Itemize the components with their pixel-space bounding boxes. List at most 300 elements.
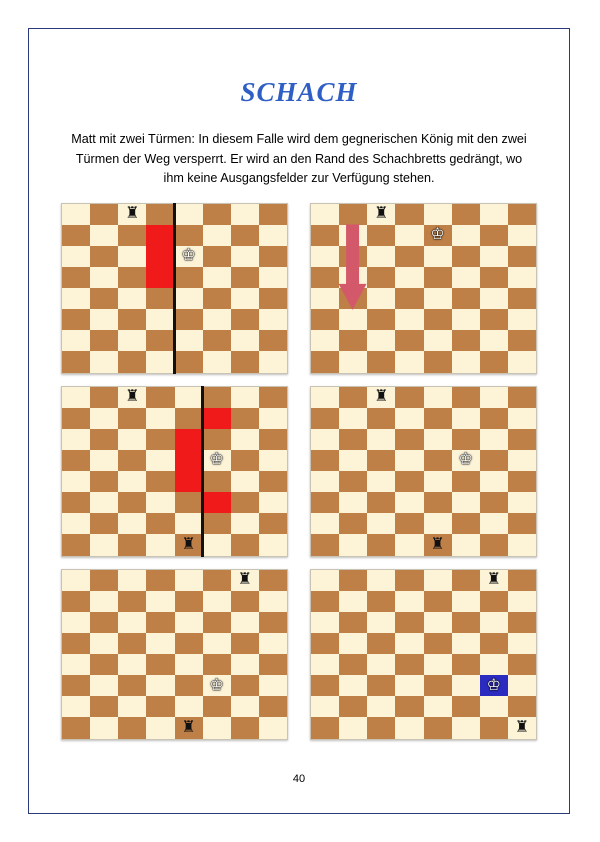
- board-square: [452, 330, 480, 351]
- board-square: [452, 387, 480, 408]
- board-square: [311, 408, 339, 429]
- board-square: [231, 246, 259, 267]
- board-square: [339, 591, 367, 612]
- board-square: [311, 492, 339, 513]
- board-square: [480, 717, 508, 738]
- board-square: [62, 408, 90, 429]
- board-square: [259, 675, 287, 696]
- board-square: [175, 633, 203, 654]
- board-square: [90, 633, 118, 654]
- board-square: [508, 492, 536, 513]
- board-square: [339, 429, 367, 450]
- rook-black: ♜: [125, 388, 140, 406]
- board-square: [118, 612, 146, 633]
- board-square: [424, 204, 452, 225]
- board-square: [480, 204, 508, 225]
- board-square: [90, 387, 118, 408]
- board-square: [90, 246, 118, 267]
- board-square: [424, 696, 452, 717]
- board-square: [175, 351, 203, 372]
- board-square: [508, 471, 536, 492]
- board-square: [90, 204, 118, 225]
- board-square: [259, 534, 287, 555]
- board-square: [203, 450, 231, 471]
- board-square: [367, 675, 395, 696]
- board-square: [90, 534, 118, 555]
- board-square: [175, 288, 203, 309]
- board-square: [367, 351, 395, 372]
- board-square: [395, 591, 423, 612]
- board-square: [118, 471, 146, 492]
- board-square: [367, 717, 395, 738]
- board-square: [62, 591, 90, 612]
- board-square: [339, 492, 367, 513]
- board-square: [203, 633, 231, 654]
- board-square: [231, 351, 259, 372]
- board-square: [339, 288, 367, 309]
- board-square: [480, 696, 508, 717]
- board-square: [367, 534, 395, 555]
- board-square: [146, 309, 174, 330]
- board-square: [452, 450, 480, 471]
- board-square: [259, 591, 287, 612]
- board-square: [146, 534, 174, 555]
- board-square: [424, 267, 452, 288]
- rook-black: ♜: [374, 388, 389, 406]
- board-square: [90, 450, 118, 471]
- rook-black: ♜: [181, 718, 196, 736]
- board-square: [175, 675, 203, 696]
- board-6: [310, 569, 537, 740]
- board-square: [480, 675, 508, 696]
- board-square: [62, 225, 90, 246]
- board-square: [175, 696, 203, 717]
- board-square: [480, 450, 508, 471]
- board-square: [452, 717, 480, 738]
- board-square: [424, 513, 452, 534]
- board-square: [339, 675, 367, 696]
- rook-black: ♜: [430, 535, 445, 553]
- board-square: [146, 675, 174, 696]
- page-number: 40: [292, 773, 306, 785]
- board-square: [175, 387, 203, 408]
- board-square: [203, 330, 231, 351]
- board-square: [203, 351, 231, 372]
- board-square: [508, 387, 536, 408]
- board-square: [395, 492, 423, 513]
- board-square: [146, 612, 174, 633]
- rook-black: ♜: [374, 205, 389, 223]
- board-square: [452, 513, 480, 534]
- board-square: [118, 267, 146, 288]
- board-square: [339, 570, 367, 591]
- board-square: [62, 492, 90, 513]
- board-square: [424, 654, 452, 675]
- board-square: [231, 570, 259, 591]
- board-square: [339, 330, 367, 351]
- board-square: [231, 309, 259, 330]
- board-square: [480, 351, 508, 372]
- board-square: [424, 534, 452, 555]
- board-square: [146, 591, 174, 612]
- board-square: [339, 246, 367, 267]
- board-square: [62, 204, 90, 225]
- board-square: [367, 309, 395, 330]
- board-square: [452, 351, 480, 372]
- board-square: [175, 513, 203, 534]
- board-square: [480, 591, 508, 612]
- board-square: [62, 267, 90, 288]
- board-square: [118, 225, 146, 246]
- board-square: [311, 675, 339, 696]
- board-square: [203, 429, 231, 450]
- board-square: [146, 387, 174, 408]
- board-square: [452, 471, 480, 492]
- board-square: [259, 351, 287, 372]
- board-square: [118, 351, 146, 372]
- board-square: [259, 225, 287, 246]
- board-square: [203, 492, 231, 513]
- board-square: [146, 717, 174, 738]
- board-square: [367, 612, 395, 633]
- board-square: [452, 267, 480, 288]
- board-square: [508, 513, 536, 534]
- board-square: [62, 534, 90, 555]
- board-square: [339, 450, 367, 471]
- board-square: [452, 570, 480, 591]
- board-square: [146, 696, 174, 717]
- board-square: [367, 471, 395, 492]
- board-square: [259, 267, 287, 288]
- board-square: [424, 351, 452, 372]
- board-square: [231, 408, 259, 429]
- board-square: [395, 534, 423, 555]
- board-square: [146, 492, 174, 513]
- board-square: [367, 225, 395, 246]
- board-square: [311, 429, 339, 450]
- board-square: [203, 696, 231, 717]
- board-square: [203, 246, 231, 267]
- board-square: [118, 309, 146, 330]
- board-square: [395, 330, 423, 351]
- king-white: ♔: [486, 676, 501, 694]
- board-square: [367, 654, 395, 675]
- board-square: [424, 246, 452, 267]
- board-square: [508, 612, 536, 633]
- board-square: [339, 408, 367, 429]
- board-square: [395, 633, 423, 654]
- board-square: [311, 309, 339, 330]
- board-square: [424, 387, 452, 408]
- board-square: [231, 450, 259, 471]
- board-square: [311, 387, 339, 408]
- chess-diagram: [310, 386, 537, 557]
- board-square: [175, 612, 203, 633]
- board-square: [508, 654, 536, 675]
- board-square: [395, 246, 423, 267]
- board-square: [311, 330, 339, 351]
- board-square: [146, 450, 174, 471]
- board-square: [175, 570, 203, 591]
- board-square: [424, 612, 452, 633]
- board-square: [452, 492, 480, 513]
- board-square: [203, 534, 231, 555]
- board-square: [367, 450, 395, 471]
- board-square: [118, 492, 146, 513]
- board-square: [118, 513, 146, 534]
- board-square: [339, 534, 367, 555]
- board-square: [259, 309, 287, 330]
- board-square: [424, 225, 452, 246]
- board-square: [90, 351, 118, 372]
- board-square: [203, 591, 231, 612]
- board-square: [118, 717, 146, 738]
- board-square: [508, 450, 536, 471]
- board-square: [231, 513, 259, 534]
- chess-diagram: [310, 569, 537, 740]
- board-square: [424, 492, 452, 513]
- board-square: [203, 717, 231, 738]
- board-square: [508, 696, 536, 717]
- board-square: [480, 288, 508, 309]
- board-square: [395, 288, 423, 309]
- board-square: [452, 408, 480, 429]
- board-square: [231, 429, 259, 450]
- board-square: [367, 267, 395, 288]
- board-square: [146, 330, 174, 351]
- board-square: [339, 471, 367, 492]
- chess-diagram: [61, 203, 288, 374]
- board-square: [395, 696, 423, 717]
- board-4: [310, 386, 537, 557]
- board-square: [146, 471, 174, 492]
- board-square: [175, 204, 203, 225]
- board-square: [508, 267, 536, 288]
- board-square: [339, 204, 367, 225]
- board-square: [146, 246, 174, 267]
- board-square: [424, 675, 452, 696]
- board-square: [118, 387, 146, 408]
- board-square: [146, 408, 174, 429]
- board-square: [146, 288, 174, 309]
- board-square: [203, 267, 231, 288]
- board-square: [231, 675, 259, 696]
- board-square: [146, 204, 174, 225]
- board-square: [231, 225, 259, 246]
- board-square: [480, 570, 508, 591]
- board-square: [311, 351, 339, 372]
- board-square: [395, 717, 423, 738]
- board-square: [90, 570, 118, 591]
- board-square: [118, 450, 146, 471]
- board-square: [452, 288, 480, 309]
- board-square: [480, 225, 508, 246]
- board-square: [480, 492, 508, 513]
- board-square: [508, 408, 536, 429]
- board-square: [62, 513, 90, 534]
- board-1: [61, 203, 288, 374]
- board-square: [367, 204, 395, 225]
- board-square: [146, 513, 174, 534]
- board-square: [175, 654, 203, 675]
- board-square: [259, 633, 287, 654]
- board-square: [311, 654, 339, 675]
- board-square: [175, 450, 203, 471]
- board-square: [311, 267, 339, 288]
- chess-diagram: [61, 569, 288, 740]
- board-square: [231, 387, 259, 408]
- board-square: [311, 717, 339, 738]
- board-square: [90, 429, 118, 450]
- board-square: [90, 696, 118, 717]
- board-square: [118, 675, 146, 696]
- board-square: [424, 591, 452, 612]
- board-square: [175, 492, 203, 513]
- board-square: [175, 267, 203, 288]
- board-square: [339, 717, 367, 738]
- board-square: [508, 309, 536, 330]
- board-square: [395, 204, 423, 225]
- board-square: [480, 513, 508, 534]
- board-square: [146, 351, 174, 372]
- board-square: [367, 591, 395, 612]
- board-square: [339, 225, 367, 246]
- board-square: [203, 204, 231, 225]
- board-square: [508, 429, 536, 450]
- board-square: [395, 429, 423, 450]
- rook-black: ♜: [181, 535, 196, 553]
- board-square: [367, 492, 395, 513]
- king-white: ♔: [430, 226, 445, 244]
- board-square: [311, 570, 339, 591]
- board-square: [480, 408, 508, 429]
- board-square: [90, 612, 118, 633]
- board-square: [118, 654, 146, 675]
- board-square: [203, 675, 231, 696]
- board-square: [311, 591, 339, 612]
- board-square: [508, 330, 536, 351]
- board-square: [424, 633, 452, 654]
- board-square: [395, 654, 423, 675]
- board-square: [118, 696, 146, 717]
- board-2: [310, 203, 537, 374]
- board-square: [175, 246, 203, 267]
- board-square: [146, 570, 174, 591]
- board-square: [203, 612, 231, 633]
- board-square: [259, 330, 287, 351]
- board-square: [62, 309, 90, 330]
- board-square: [203, 288, 231, 309]
- board-square: [203, 387, 231, 408]
- board-square: [395, 513, 423, 534]
- board-square: [175, 330, 203, 351]
- board-square: [508, 246, 536, 267]
- board-square: [118, 429, 146, 450]
- board-square: [231, 534, 259, 555]
- rook-black: ♜: [514, 718, 530, 736]
- board-square: [452, 246, 480, 267]
- board-square: [424, 429, 452, 450]
- board-square: [311, 513, 339, 534]
- board-square: [395, 675, 423, 696]
- board-square: [452, 696, 480, 717]
- board-square: [90, 288, 118, 309]
- board-square: [339, 612, 367, 633]
- board-square: [452, 612, 480, 633]
- board-square: [118, 534, 146, 555]
- board-square: [395, 309, 423, 330]
- board-square: [90, 513, 118, 534]
- board-square: [146, 429, 174, 450]
- board-square: [62, 387, 90, 408]
- board-square: [62, 654, 90, 675]
- board-square: [311, 246, 339, 267]
- board-square: [90, 717, 118, 738]
- board-square: [508, 591, 536, 612]
- board-square: [311, 204, 339, 225]
- king-white: ♔: [209, 676, 224, 694]
- board-square: [90, 267, 118, 288]
- board-square: [367, 246, 395, 267]
- board-square: [90, 309, 118, 330]
- board-square: [231, 204, 259, 225]
- board-square: [259, 246, 287, 267]
- board-square: [480, 534, 508, 555]
- board-square: [231, 633, 259, 654]
- page-title: SCHACH: [240, 77, 358, 107]
- board-3: [61, 386, 288, 557]
- board-square: [395, 612, 423, 633]
- board-square: [259, 492, 287, 513]
- board-square: [259, 654, 287, 675]
- board-square: [452, 429, 480, 450]
- board-square: [452, 225, 480, 246]
- board-square: [259, 471, 287, 492]
- board-square: [90, 225, 118, 246]
- board-square: [146, 654, 174, 675]
- board-square: [480, 429, 508, 450]
- board-square: [452, 204, 480, 225]
- chess-board-grid: [61, 203, 537, 740]
- board-square: [231, 612, 259, 633]
- board-square: [175, 429, 203, 450]
- board-square: [508, 570, 536, 591]
- board-square: [259, 429, 287, 450]
- board-square: [424, 717, 452, 738]
- board-square: [452, 591, 480, 612]
- board-square: [424, 570, 452, 591]
- board-square: [259, 387, 287, 408]
- board-square: [259, 204, 287, 225]
- king-white: ♔: [181, 247, 196, 265]
- board-square: [367, 570, 395, 591]
- board-square: [259, 612, 287, 633]
- king-white: ♔: [458, 451, 473, 469]
- board-square: [395, 267, 423, 288]
- board-square: [424, 330, 452, 351]
- board-square: [118, 288, 146, 309]
- board-square: [424, 309, 452, 330]
- board-square: [175, 309, 203, 330]
- board-square: [395, 408, 423, 429]
- board-square: [231, 267, 259, 288]
- board-square: [62, 570, 90, 591]
- board-square: [146, 633, 174, 654]
- board-square: [146, 267, 174, 288]
- board-square: [339, 267, 367, 288]
- board-square: [231, 717, 259, 738]
- board-square: [90, 654, 118, 675]
